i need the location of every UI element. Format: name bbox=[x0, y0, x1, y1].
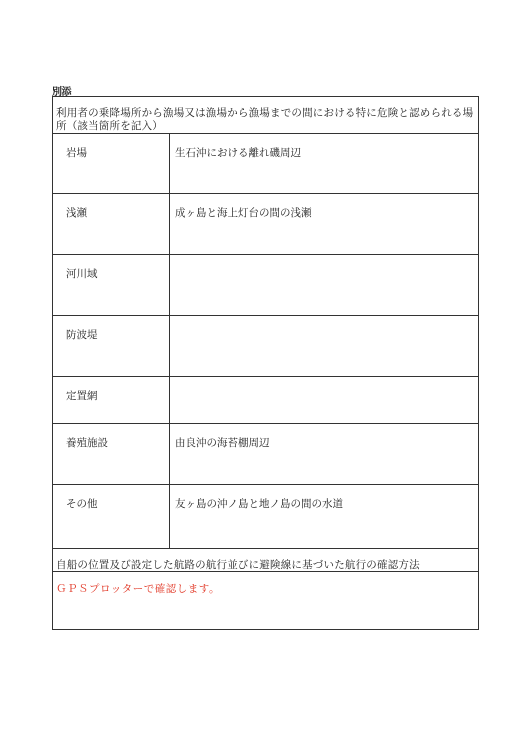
table-row bbox=[53, 134, 478, 194]
description-cell bbox=[175, 255, 474, 266]
table-row bbox=[53, 316, 478, 377]
category-cell: 定置網 bbox=[53, 377, 170, 423]
category-cell: 防波堤 bbox=[53, 316, 170, 376]
category-cell: その他 bbox=[53, 485, 170, 548]
method-label: 自船の位置及び設定した航路の航行並びに避険線に基づいた航行の確認方法 bbox=[53, 549, 478, 572]
category-cell: 養殖施設 bbox=[53, 424, 170, 484]
hazard-header: 利用者の乗降場所から漁場又は漁場から漁場までの間における特に危険と認められる場所（該当箇所を記入） bbox=[53, 97, 478, 134]
page-label: 別添 bbox=[52, 87, 71, 98]
table-row bbox=[53, 255, 478, 316]
table-row bbox=[53, 485, 478, 549]
hazard-form bbox=[52, 96, 479, 630]
description-cell: 友ヶ島の沖ノ島と地ノ島の間の水道 bbox=[175, 498, 343, 510]
table-row bbox=[53, 194, 478, 255]
description-cell bbox=[175, 316, 474, 327]
table-row bbox=[53, 424, 478, 485]
method-value: ＧＰＳプロッターで確認します。 bbox=[56, 583, 220, 595]
category-cell: 岩場 bbox=[53, 134, 170, 193]
description-cell: 由良沖の海苔棚周辺 bbox=[175, 437, 270, 449]
description-cell: 生石沖における離れ磯周辺 bbox=[175, 147, 301, 159]
description-cell bbox=[175, 377, 474, 388]
category-cell: 浅瀬 bbox=[53, 194, 170, 254]
description-cell: 成ヶ島と海上灯台の間の浅瀬 bbox=[175, 207, 312, 219]
category-cell: 河川域 bbox=[53, 255, 170, 315]
table-row bbox=[53, 377, 478, 424]
